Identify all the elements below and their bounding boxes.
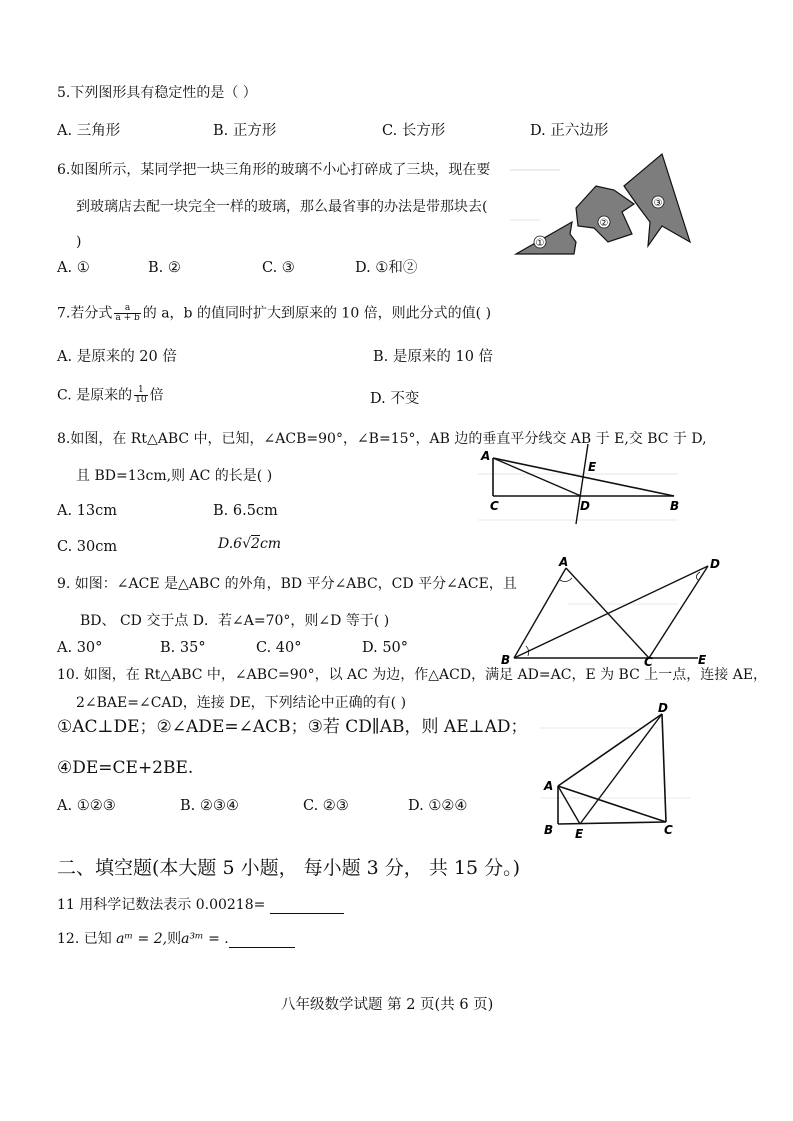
q9-option-b: B. 35° (160, 640, 206, 656)
q7-option-c-after: 倍 (149, 387, 164, 404)
q10-segment-ad (558, 714, 662, 786)
q6-option-a: A. ① (57, 260, 90, 276)
q10-line2: 2∠BAE=∠CAD，连接 DE，下列结论中正确的有( ) (76, 695, 407, 711)
q10-segment-ac (558, 786, 666, 822)
q5-option-a: A. 三角形 (57, 123, 121, 139)
q10-label-a: A (544, 779, 554, 793)
q12-prefix: 12. 已知 (57, 931, 112, 947)
q7-option-c-before: C. 是原来的 (57, 387, 133, 404)
q8-label-b: B (670, 499, 680, 513)
q8-line2: 且 BD=13cm,则 AC 的长是( ) (76, 468, 273, 484)
q10-label-e: E (575, 827, 584, 841)
q8-label-e: E (588, 460, 597, 474)
q9-label-d: D (710, 557, 720, 571)
q9-label-c: C (644, 655, 653, 669)
q7-option-d: D. 不变 (370, 391, 420, 407)
q6-option-d: D. ①和② (355, 260, 418, 276)
q9-label-a: A (559, 555, 569, 569)
q10-option-b: B. ②③④ (180, 798, 239, 814)
q10-line4: ④DE=CE+2BE. (57, 758, 194, 778)
q8-option-c: C. 30cm (57, 539, 118, 555)
q8-label-c: C (490, 499, 499, 513)
q6-option-c: C. ③ (262, 260, 295, 276)
q6-glass-figure (510, 150, 695, 258)
section2-title: 二、填空题(本大题 5 小题， 每小题 3 分， 共 15 分。) (57, 857, 520, 879)
q8-label-d: D (580, 499, 590, 513)
q6-line2: 到玻璃店去配一块完全一样的玻璃，那么最省事的办法是带那块去( (76, 199, 488, 215)
q8-option-a: A. 13cm (57, 503, 118, 519)
q5-option-b: B. 正方形 (213, 123, 277, 139)
q10-label-d: D (658, 701, 668, 715)
q9-option-a: A. 30° (57, 640, 103, 656)
q7-frac-num: a (114, 304, 140, 314)
q11-text: 11 用科学记数法表示 0.00218= (57, 897, 266, 913)
q9-triangle-figure (498, 554, 730, 668)
q12 (57, 930, 295, 948)
glass-piece-2 (576, 186, 634, 242)
q9-label-b: B (501, 653, 511, 667)
q11-answer-blank[interactable] (270, 899, 344, 914)
q12-mid: 则 (167, 931, 182, 947)
q9-line2: BD、 CD 交于点 D．若∠A=70°，则∠D 等于( ) (80, 613, 390, 629)
q8-line1: 8.如图，在 Rt△ABC 中，已知，∠ACB=90°，∠B=15°，AB 边的垂直平分线交 AB 于 E,交 BC 于 D, (57, 431, 707, 447)
q12-answer-blank[interactable] (229, 933, 295, 948)
q8-segment-ad (493, 458, 581, 496)
q6-option-b: B. ② (148, 260, 181, 276)
q10-label-b: B (544, 823, 554, 837)
q9-label-e: E (698, 653, 707, 667)
q8-triangle-figure (478, 440, 708, 525)
q7-stem-after: 的 a，b 的值同时扩大到原来的 10 倍，则此分式的值( ) (142, 305, 492, 322)
q8-option-d-unit: cm (259, 536, 282, 552)
q6-line1: 6.如图所示，某同学把一块三角形的玻璃不小心打碎成了三块，现在要 (57, 162, 491, 178)
page-footer: 八年级数学试题 第 2 页(共 6 页) (281, 997, 494, 1013)
q6-line3: ) (76, 234, 82, 250)
q7-frac-den: a + b (115, 313, 140, 323)
glass-label-3: ③ (653, 198, 663, 209)
glass-piece-1 (516, 222, 576, 254)
q9-segment-ab (514, 568, 566, 658)
q10-option-d: D. ①②④ (408, 798, 468, 814)
q10-segment-cd (662, 714, 666, 822)
q9-line1: 9. 如图：∠ACE 是△ABC 的外角，BD 平分∠ABC，CD 平分∠ACE，且 (57, 576, 517, 592)
q7-fraction (114, 304, 140, 323)
q7-option-c-fraction (134, 386, 147, 405)
q8-option-d-radicand: 2 (251, 536, 260, 552)
q7-stem (57, 304, 491, 323)
glass-label-2: ② (599, 218, 609, 229)
sqrt-icon: √ (242, 536, 252, 552)
q8-option-b: B. 6.5cm (213, 503, 278, 519)
q10-option-c: C. ②③ (303, 798, 349, 814)
q10-line1: 10. 如图，在 Rt△ABC 中，∠ABC=90°，以 AC 为边，作△ACD，满足 AD=AC，E 为 BC 上一点，连接 AE， (57, 667, 768, 683)
glass-label-1: ① (535, 238, 545, 249)
q11 (57, 896, 344, 914)
q7-option-c-num: 1 (134, 386, 147, 396)
q12-expression: a³ᵐ = . (181, 931, 229, 947)
q9-option-d: D. 50° (362, 640, 409, 656)
q7-option-a: A. 是原来的 20 倍 (57, 349, 177, 365)
q8-option-d (218, 535, 281, 553)
q10-line3: ①AC⊥DE；②∠ADE=∠ACB；③若 CD∥AB，则 AE⊥AD； (57, 717, 528, 737)
q7-option-c (57, 386, 164, 405)
q5-option-d: D. 正六边形 (530, 123, 609, 139)
q10-label-c: C (664, 823, 673, 837)
q7-option-b: B. 是原来的 10 倍 (373, 349, 494, 365)
q5-stem: 5.下列图形具有稳定性的是（ ） (57, 85, 257, 101)
q10-option-a: A. ①②③ (57, 798, 116, 814)
q10-triangle-figure (540, 700, 690, 840)
q8-label-a: A (481, 449, 491, 463)
q8-option-d-prefix: D.6 (218, 536, 243, 552)
q7-option-c-den: 10 (135, 395, 147, 405)
q10-segment-bc (558, 822, 666, 824)
q7-stem-before: 7.若分式 (57, 305, 113, 322)
q12-condition: aᵐ = 2, (116, 931, 168, 947)
q9-option-c: C. 40° (256, 640, 302, 656)
q5-option-c: C. 长方形 (382, 123, 446, 139)
